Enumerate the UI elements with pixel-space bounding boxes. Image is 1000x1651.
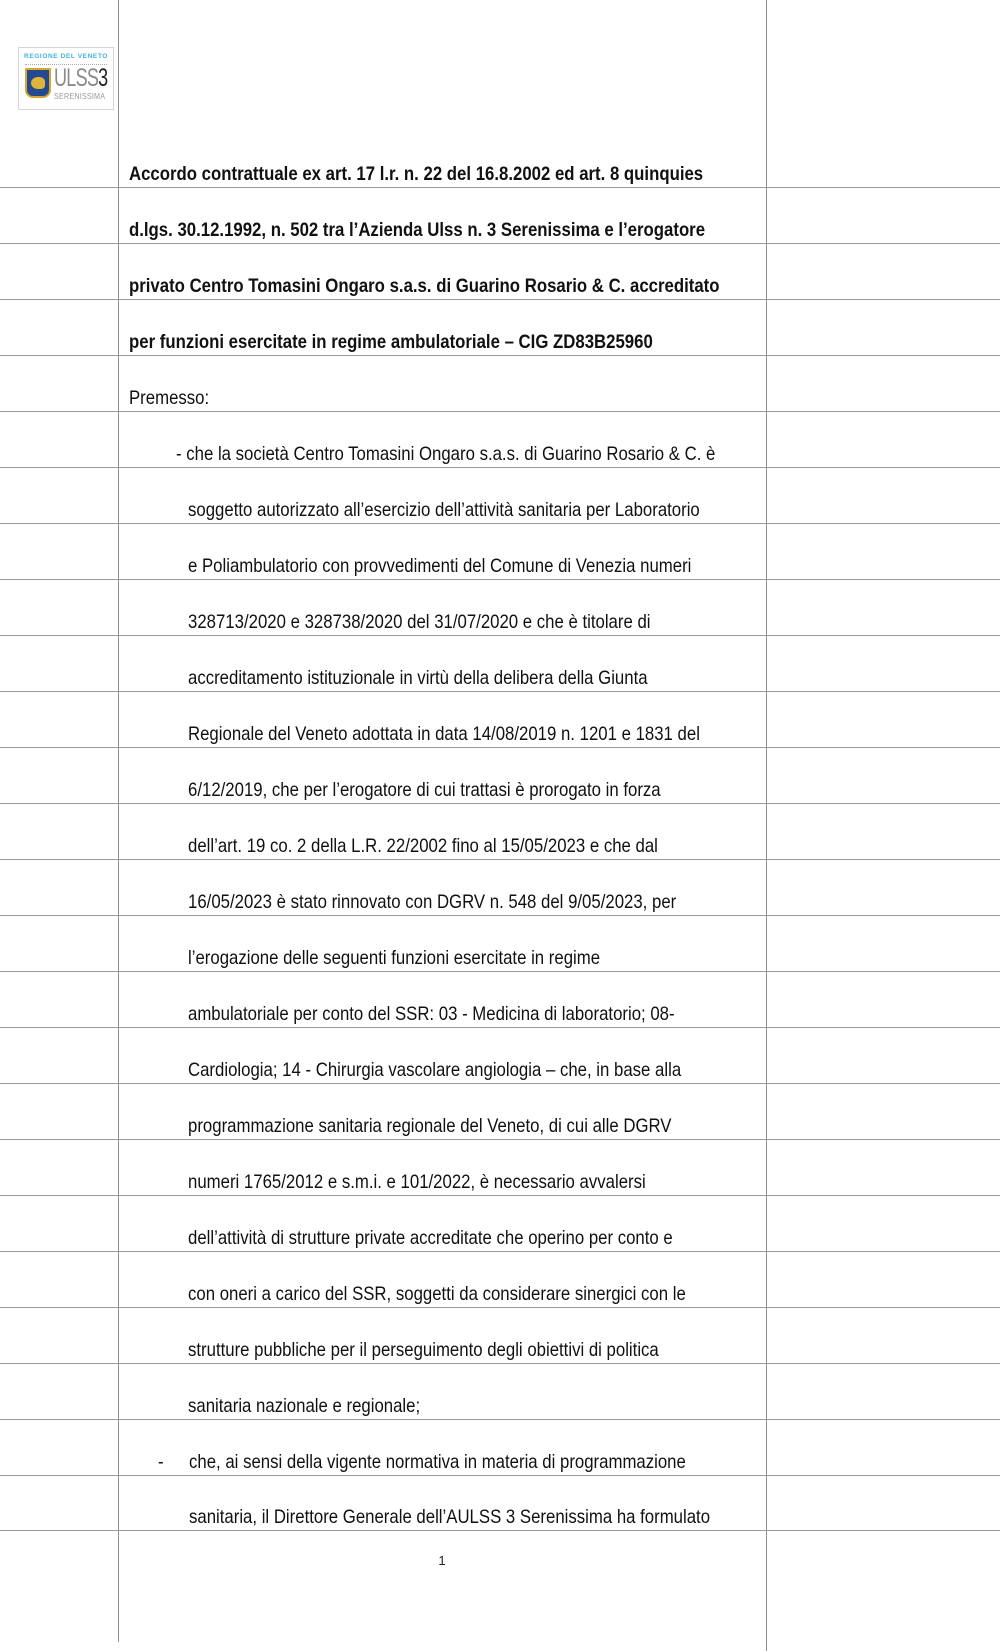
left-margin-line (118, 0, 119, 1642)
body-line: ambulatoriale per conto del SSR: 03 - Medicina di laboratorio; 08- (188, 1003, 675, 1025)
ruled-line (0, 635, 1000, 636)
ruled-line (0, 859, 1000, 860)
ruled-line (0, 1027, 1000, 1028)
logo-subtitle: SERENISSIMA (54, 92, 106, 101)
ruled-line (0, 243, 1000, 244)
body-line: 16/05/2023 è stato rinnovato con DGRV n. 548 del 9/05/2023, per (188, 891, 677, 913)
ruled-line (0, 1083, 1000, 1084)
page-number: 1 (438, 1553, 446, 1568)
ruled-line (0, 747, 1000, 748)
body-line: numeri 1765/2012 e s.m.i. e 101/2022, è necessario avvalersi (188, 1171, 646, 1193)
document-title-line: per funzioni esercitate in regime ambulatoriale – CIG ZD83B25960 (129, 331, 653, 353)
body-line: l’erogazione delle seguenti funzioni esercitate in regime (188, 947, 601, 969)
ruled-line (0, 523, 1000, 524)
body-line: 328713/2020 e 328738/2020 del 31/07/2020 e che è titolare di (188, 611, 651, 633)
logo-brand (54, 65, 107, 91)
ruled-line (0, 299, 1000, 300)
ruled-line (0, 691, 1000, 692)
document-title-line: Accordo contrattuale ex art. 17 l.r. n. 22 del 16.8.2002 ed art. 8 quinquies (129, 163, 704, 185)
ruled-line (0, 915, 1000, 916)
body-line: dell’attività di strutture private accreditate che operino per conto e (188, 1227, 673, 1249)
ruled-line (0, 803, 1000, 804)
ruled-line (0, 187, 1000, 188)
body-line: 6/12/2019, che per l’erogatore di cui trattasi è prorogato in forza (188, 779, 661, 801)
document-title-line: d.lgs. 30.12.1992, n. 502 tra l’Azienda Ulss n. 3 Serenissima e l’erogatore (129, 219, 706, 241)
logo-brand-number: 3 (98, 64, 108, 92)
body-line: programmazione sanitaria regionale del Veneto, di cui alle DGRV (188, 1115, 672, 1137)
ruled-line (0, 1307, 1000, 1308)
ruled-line (0, 1195, 1000, 1196)
body-line: dell’art. 19 co. 2 della L.R. 22/2002 fino al 15/05/2023 e che dal (188, 835, 658, 857)
body-line: sanitaria nazionale e regionale; (188, 1395, 421, 1417)
body-line: strutture pubbliche per il perseguimento degli obiettivi di politica (188, 1339, 659, 1361)
bullet-dash: - (158, 1451, 164, 1473)
ruled-line (0, 1475, 1000, 1476)
ruled-line (0, 1139, 1000, 1140)
ruled-line (0, 971, 1000, 972)
body-line: - che la società Centro Tomasini Ongaro s.a.s. di Guarino Rosario & C. è (176, 443, 716, 465)
body-line: sanitaria, il Direttore Generale dell’AULSS 3 Serenissima ha formulato (189, 1506, 711, 1528)
body-line: soggetto autorizzato all’esercizio dell’attività sanitaria per Laboratorio (188, 499, 700, 521)
ruled-line (0, 467, 1000, 468)
body-line: con oneri a carico del SSR, soggetti da considerare sinergici con le (188, 1283, 686, 1305)
body-line: e Poliambulatorio con provvedimenti del Comune di Venezia numeri (188, 555, 692, 577)
ulss3-logo (18, 47, 114, 110)
ruled-line (0, 1530, 1000, 1531)
ruled-line (0, 579, 1000, 580)
ruled-line (0, 355, 1000, 356)
logo-brand-text: ULSS (54, 64, 99, 92)
body-line: Regionale del Veneto adottata in data 14/08/2019 n. 1201 e 1831 del (188, 723, 700, 745)
ruled-line (0, 1419, 1000, 1420)
premise-label: Premesso: (129, 387, 210, 409)
body-line: Cardiologia; 14 - Chirurgia vascolare angiologia – che, in base alla (188, 1059, 682, 1081)
body-line: accreditamento istituzionale in virtù della delibera della Giunta (188, 667, 648, 689)
ruled-line (0, 1251, 1000, 1252)
ruled-line (0, 411, 1000, 412)
right-margin-line (766, 0, 767, 1651)
ruled-line (0, 1363, 1000, 1364)
body-line: che, ai sensi della vigente normativa in materia di programmazione (189, 1451, 686, 1473)
lion-of-saint-mark-shield-icon (25, 68, 51, 98)
document-title-line: privato Centro Tomasini Ongaro s.a.s. di Guarino Rosario & C. accreditato (129, 275, 720, 297)
logo-region-label: REGIONE DEL VENETO (24, 53, 108, 60)
